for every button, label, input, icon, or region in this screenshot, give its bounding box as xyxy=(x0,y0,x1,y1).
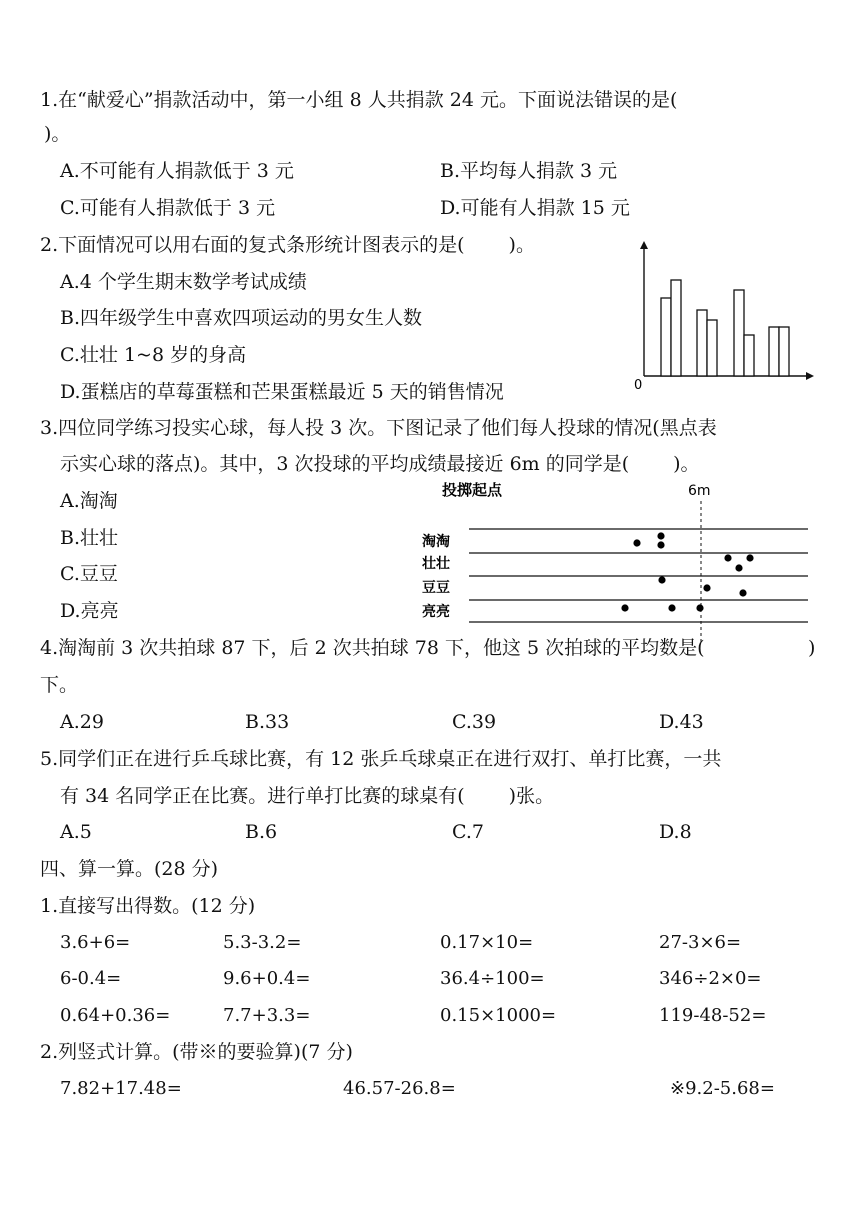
ball-landing-dot xyxy=(703,584,710,591)
q4-stem-line2: 下。 xyxy=(40,674,79,696)
calc-item: 0.64+0.36= xyxy=(60,1005,171,1026)
chart-y-arrow xyxy=(640,241,648,249)
calc-item: 27-3×6= xyxy=(659,932,742,953)
chart-bar xyxy=(697,310,707,376)
vertical-calc-item: 7.82+17.48= xyxy=(60,1078,182,1099)
calc-item: 346÷2×0= xyxy=(659,968,762,989)
q3-throw-figure xyxy=(418,476,810,646)
q1-option-c: C.可能有人捐款低于 3 元 xyxy=(60,197,276,219)
calc-item: 119-48-52= xyxy=(659,1005,767,1026)
calc-item: 9.6+0.4= xyxy=(223,968,311,989)
ball-landing-dot xyxy=(658,576,665,583)
q2-stem-pre: 2.下面情况可以用右面的复式条形统计图表示的是( xyxy=(40,234,465,256)
q2-stem xyxy=(40,233,535,257)
ball-landing-dot xyxy=(633,539,640,546)
q1-option-d: D.可能有人捐款 15 元 xyxy=(440,197,630,219)
ball-landing-dot xyxy=(621,604,628,611)
chart-origin-label: 0 xyxy=(634,378,643,392)
chart-bar xyxy=(744,335,754,376)
calc-item: 0.17×10= xyxy=(440,932,534,953)
q3-option-c: C.豆豆 xyxy=(60,563,118,585)
q5-option-a: A.5 xyxy=(60,821,92,843)
q5-stem-line2 xyxy=(60,784,554,808)
ball-landing-dot xyxy=(724,554,731,561)
ball-landing-dot xyxy=(735,564,742,571)
calc-item: 6-0.4= xyxy=(60,968,122,989)
ball-landing-dot xyxy=(668,604,675,611)
q2-bar-chart xyxy=(628,240,818,392)
row-label-liangliang: 亮亮 xyxy=(422,604,450,620)
q3-stem-pre: 示实心球的落点)。其中，3 次投球的平均成绩最接近 6m 的同学是( xyxy=(60,453,630,475)
q4-option-b: B.33 xyxy=(245,711,290,733)
calc-item: 7.7+3.3= xyxy=(223,1005,311,1026)
calc-item: 36.4÷100= xyxy=(440,968,545,989)
row-label-zhuangzhuang: 壮壮 xyxy=(422,556,450,572)
ball-landing-dot xyxy=(739,589,746,596)
throw-start-label: 投掷起点 xyxy=(442,481,503,499)
q3-option-b: B.壮壮 xyxy=(60,527,119,549)
q4-stem-close: ) xyxy=(808,637,816,659)
q1-option-b: B.平均每人捐款 3 元 xyxy=(440,160,618,182)
row-label-doudou: 豆豆 xyxy=(422,580,450,596)
q4-stem-line1: 4.淘淘前 3 次共拍球 87 下，后 2 次共拍球 78 下，他这 5 次拍球的平均数是( xyxy=(40,637,705,659)
part1-title: 1.直接写出得数。(12 分) xyxy=(40,895,256,917)
q3-stem-post: )。 xyxy=(673,453,700,475)
ball-landing-dot xyxy=(657,532,664,539)
chart-bar xyxy=(769,327,779,376)
q2-stem-post: )。 xyxy=(508,234,535,256)
ball-landing-dot xyxy=(696,604,703,611)
q5-option-b: B.6 xyxy=(245,821,278,843)
q2-option-a: A.4 个学生期末数学考试成绩 xyxy=(60,271,307,293)
q5-stem-pre: 有 34 名同学正在比赛。进行单打比赛的球桌有( xyxy=(60,785,465,807)
chart-bar xyxy=(734,290,744,376)
vertical-calc-item: ※9.2-5.68= xyxy=(670,1078,775,1099)
ball-landing-dot xyxy=(657,541,664,548)
chart-bar xyxy=(779,327,789,376)
chart-bar xyxy=(671,280,681,376)
q4-option-a: A.29 xyxy=(60,711,104,733)
q3-option-a: A.淘淘 xyxy=(60,490,118,512)
q5-option-c: C.7 xyxy=(452,821,484,843)
six-meter-label: 6m xyxy=(688,483,711,499)
chart-bar xyxy=(661,298,671,376)
chart-bar xyxy=(707,320,717,376)
row-label-taotao: 淘淘 xyxy=(422,534,450,550)
calc-item: 3.6+6= xyxy=(60,932,131,953)
q2-option-d: D.蛋糕店的草莓蛋糕和芒果蛋糕最近 5 天的销售情况 xyxy=(60,381,504,403)
part2-title: 2.列竖式计算。(带※的要验算)(7 分) xyxy=(40,1041,353,1063)
calc-item: 5.3-3.2= xyxy=(223,932,302,953)
q4-option-d: D.43 xyxy=(659,711,704,733)
calc-item: 0.15×1000= xyxy=(440,1005,557,1026)
q3-stem-line1: 3.四位同学练习投实心球，每人投 3 次。下图记录了他们每人投球的情况(黑点表 xyxy=(40,417,717,439)
vertical-calc-item: 46.57-26.8= xyxy=(343,1078,456,1099)
q5-stem-line1: 5.同学们正在进行乒乓球比赛，有 12 张乒乓球桌正在进行双打、单打比赛，一共 xyxy=(40,748,722,770)
section-title: 四、算一算。(28 分) xyxy=(40,858,219,880)
q2-option-b: B.四年级学生中喜欢四项运动的男女生人数 xyxy=(60,307,423,329)
q1-stem: 1.在“献爱心”捐款活动中，第一小组 8 人共捐款 24 元。下面说法错误的是( xyxy=(40,89,678,111)
q3-stem-line2 xyxy=(60,452,700,476)
chart-x-arrow xyxy=(806,372,814,380)
q4-option-c: C.39 xyxy=(452,711,497,733)
q1-option-a: A.不可能有人捐款低于 3 元 xyxy=(60,160,294,182)
q5-stem-post: )张。 xyxy=(508,785,555,807)
q2-option-c: C.壮壮 1~8 岁的身高 xyxy=(60,344,247,366)
q3-option-d: D.亮亮 xyxy=(60,600,119,622)
q1-stem-end: )。 xyxy=(44,123,71,145)
ball-landing-dot xyxy=(746,554,753,561)
q5-option-d: D.8 xyxy=(659,821,692,843)
